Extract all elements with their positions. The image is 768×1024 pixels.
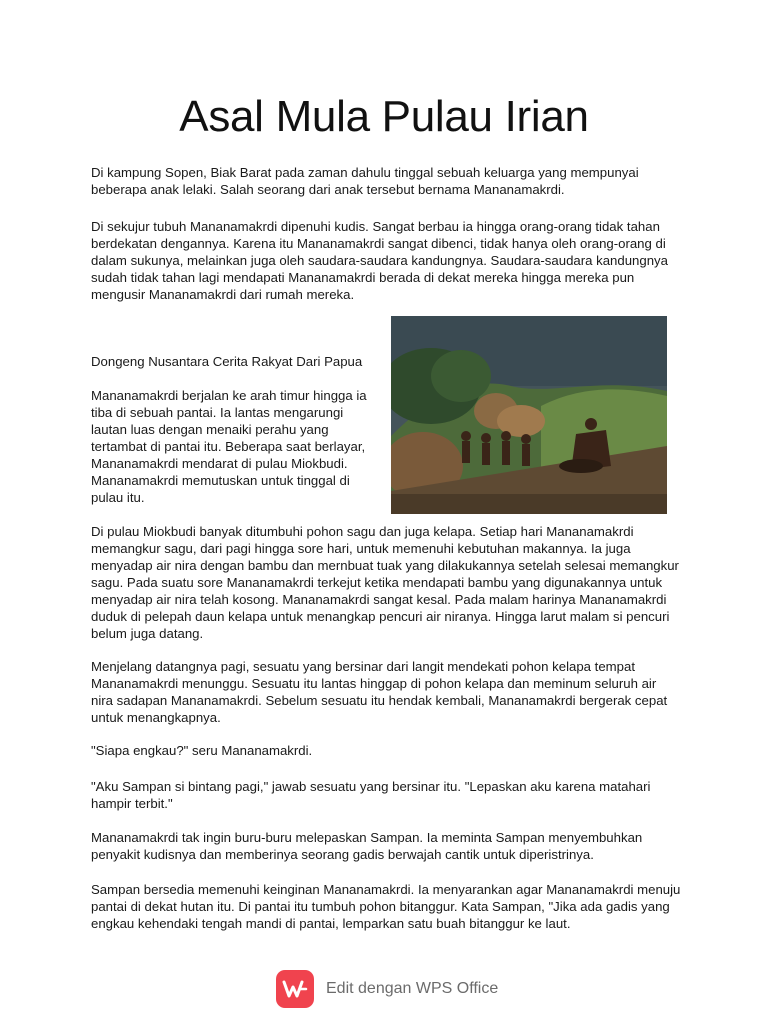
paragraph-5: Di pulau Miokbudi banyak ditumbuhi pohon sagu dan juga kelapa. Setiap hari Mananamakrdi memangkur sagu, dari pagi hingga sore hari, untuk memenuhi kebutuhan makannya. Ia juga menyadap air nira dengan bambu dan mernbuat tuak yang dilakukannya setelah selesai memangkur sagu. Pada suatu sore Mananamakrdi terkejut ketika mendapati bambu yang digunakannya untuk menyadap air nira telah kosong. Mananamakrdi sangat kesal. Pada malam harinya Mananamakrdi duduk di pelepah daun kelapa untuk menangkap pencuri air niranya. Hingga larut malam si pencuri belum juga datang. <box>91 524 679 641</box>
page-title: Asal Mula Pulau Irian <box>179 92 589 141</box>
paragraph-8: "Aku Sampan si bintang pagi," jawab sesuatu yang bersinar itu. "Lepaskan aku karena matahari hampir terbit." <box>91 779 651 811</box>
paragraph-7: "Siapa engkau?" seru Mananamakrdi. <box>91 743 313 758</box>
wps-office-logo-icon <box>276 970 314 1008</box>
story-illustration <box>391 316 667 514</box>
paragraph-subheading: Dongeng Nusantara Cerita Rakyat Dari Papua <box>91 354 363 369</box>
paragraph-9: Mananamakrdi tak ingin buru-buru melepaskan Sampan. Ia meminta Sampan menyembuhkan penyakit kudisnya dan memberinya seorang gadis berwajah cantik untuk diperistrinya. <box>91 830 643 862</box>
paragraph-2: Di sekujur tubuh Mananamakrdi dipenuhi kudis. Sangat berbau ia hingga orang-orang tidak tahan berdekatan dengannya. Karena itu Mananamakrdi sangat dibenci, tidak hanya oleh orang-orang di dalam sukunya, melainkan juga oleh saudara-saudara kandungnya. Saudara-saudara kandungnya sudah tidak tahan lagi mendapati Mananamakrdi berada di dekat mereka hingga mereka pun mengusir Mananamakrdi dari rumah mereka. <box>91 219 668 302</box>
paragraph-4: Mananamakrdi berjalan ke arah timur hingga ia tiba di sebuah pantai. Ia lantas mengarungi lautan luas dengan menaiki perahu yang tertambat di pantai itu. Beberapa saat berlayar, Mananamakrdi mendarat di pulau Miokbudi. Mananamakrdi memutuskan untuk tinggal di pulau itu. <box>91 388 367 505</box>
wps-edit-link[interactable] <box>276 968 498 1010</box>
footer-label: Edit dengan WPS Office <box>326 980 499 997</box>
paragraph-1: Di kampung Sopen, Biak Barat pada zaman dahulu tinggal sebuah keluarga yang mempunyai beberapa anak lelaki. Salah seorang dari anak tersebut bernama Mananamakrdi. <box>91 165 639 197</box>
paragraph-10: Sampan bersedia memenuhi keinginan Mananamakrdi. Ia menyarankan agar Mananamakrdi menuju pantai di dekat hutan itu. Di pantai itu tumbuh pohon bitanggur. Kata Sampan, "Jika ada gadis yang engkau kehendaki tengah mandi di pantai, lemparkan satu buah bitanggur ke laut. <box>91 882 681 931</box>
paragraph-6: Menjelang datangnya pagi, sesuatu yang bersinar dari langit mendekati pohon kelapa tempat Mananamakrdi menunggu. Sesuatu itu lantas hinggap di pohon kelapa dan meminum seluruh air nira sadapan Mananamakrdi. Sebelum sesuatu itu hendak kembali, Mananamakrdi bergerak cepat untuk menangkapnya. <box>91 659 668 725</box>
